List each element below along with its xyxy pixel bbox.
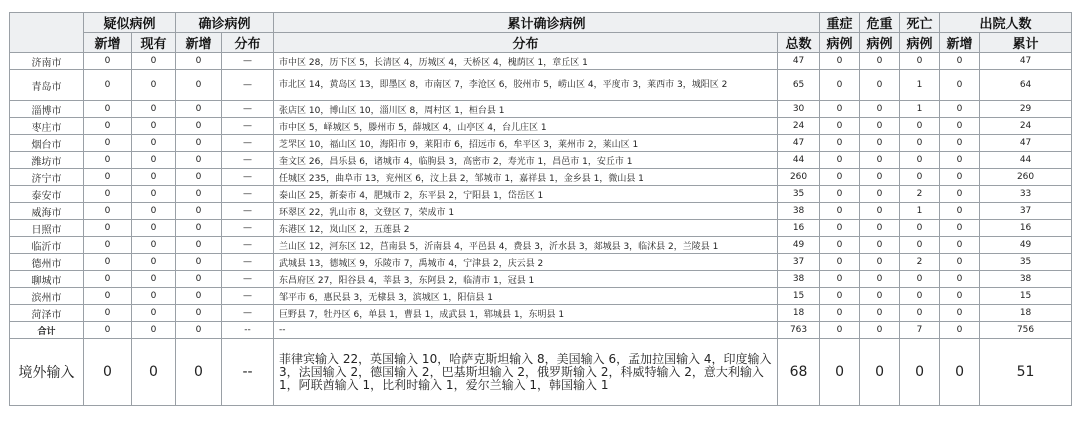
discharged-cumulative: 18 <box>980 305 1072 322</box>
cumulative-distribution: 奎文区 26，昌乐县 6，诸城市 4，临朐县 3，高密市 2，寿光市 1，昌邑市 1，安丘市 1 <box>274 152 778 169</box>
discharged-cumulative: 16 <box>980 220 1072 237</box>
suspected-new: 0 <box>84 237 132 254</box>
city-name: 境外输入 <box>10 339 84 406</box>
discharged-new: 0 <box>940 53 980 70</box>
death-cases: 0 <box>900 288 940 305</box>
table-row <box>10 237 1072 254</box>
suspected-current: 0 <box>132 288 176 305</box>
cumulative-total: 37 <box>778 254 820 271</box>
city-name: 临沂市 <box>10 237 84 254</box>
confirmed-dist: — <box>222 70 274 101</box>
cumulative-total: 763 <box>778 322 820 339</box>
confirmed-new: 0 <box>176 152 222 169</box>
header-severe: 重症 <box>820 13 860 33</box>
death-cases: 0 <box>900 220 940 237</box>
suspected-new: 0 <box>84 339 132 406</box>
cumulative-distribution: 兰山区 12，河东区 12，莒南县 5，沂南县 4，平邑县 4，费县 3，沂水县 3，郯城县 3，临沭县 2，兰陵县 1 <box>274 237 778 254</box>
table-row <box>10 101 1072 118</box>
discharged-cumulative: 38 <box>980 271 1072 288</box>
suspected-current: 0 <box>132 135 176 152</box>
confirmed-dist: — <box>222 254 274 271</box>
city-name: 济宁市 <box>10 169 84 186</box>
severe-cases: 0 <box>820 237 860 254</box>
suspected-current: 0 <box>132 186 176 203</box>
subheader-discharged-cumulative: 累计 <box>980 33 1072 53</box>
suspected-current: 0 <box>132 101 176 118</box>
death-cases: 2 <box>900 254 940 271</box>
confirmed-new: 0 <box>176 237 222 254</box>
cumulative-distribution: 菲律宾输入 22，英国输入 10，哈萨克斯坦输入 8，美国输入 6，孟加拉国输入 4，印度输入 3，法国输入 2，德国输入 2，巴基斯坦输入 2，俄罗斯输入 2，科威特输入 2，意大利输入 1，阿联酋输入 1，比利时输入 1，爱尔兰输入 1，韩国输入 1 <box>274 339 778 406</box>
cumulative-distribution: 任城区 235，曲阜市 13，兖州区 6，汶上县 2，邹城市 1，嘉祥县 1，金乡县 1，微山县 1 <box>274 169 778 186</box>
severe-cases: 0 <box>820 101 860 118</box>
discharged-new: 0 <box>940 237 980 254</box>
discharged-new: 0 <box>940 288 980 305</box>
severe-cases: 0 <box>820 220 860 237</box>
confirmed-new: 0 <box>176 288 222 305</box>
cumulative-distribution: 芝罘区 10，福山区 10，海阳市 9，莱阳市 6，招远市 6，牟平区 3，莱州市 2，莱山区 1 <box>274 135 778 152</box>
table-row <box>10 254 1072 271</box>
city-name: 枣庄市 <box>10 118 84 135</box>
severe-cases: 0 <box>820 203 860 220</box>
suspected-current: 0 <box>132 70 176 101</box>
header-discharged: 出院人数 <box>940 13 1072 33</box>
cumulative-distribution: 武城县 13，德城区 9，乐陵市 7，禹城市 4，宁津县 2，庆云县 2 <box>274 254 778 271</box>
confirmed-new: 0 <box>176 203 222 220</box>
cumulative-total: 49 <box>778 237 820 254</box>
confirmed-new: 0 <box>176 254 222 271</box>
cumulative-distribution: 市中区 5，峄城区 5，滕州市 5，薛城区 4，山亭区 4，台儿庄区 1 <box>274 118 778 135</box>
death-cases: 0 <box>900 169 940 186</box>
overseas-row <box>10 339 1072 406</box>
header-confirmed: 确诊病例 <box>176 13 274 33</box>
suspected-new: 0 <box>84 169 132 186</box>
table-row <box>10 70 1072 101</box>
table-row <box>10 152 1072 169</box>
subheader-total: 总数 <box>778 33 820 53</box>
death-cases: 1 <box>900 101 940 118</box>
suspected-current: 0 <box>132 237 176 254</box>
table-row <box>10 169 1072 186</box>
critical-cases: 0 <box>860 53 900 70</box>
confirmed-new: 0 <box>176 70 222 101</box>
severe-cases: 0 <box>820 288 860 305</box>
table-row <box>10 118 1072 135</box>
cumulative-total: 47 <box>778 135 820 152</box>
subheader-death-case: 病例 <box>900 33 940 53</box>
subheader-confirmed-dist: 分布 <box>222 33 274 53</box>
header-cumulative: 累计确诊病例 <box>274 13 820 33</box>
suspected-new: 0 <box>84 186 132 203</box>
death-cases: 2 <box>900 186 940 203</box>
cumulative-total: 30 <box>778 101 820 118</box>
discharged-cumulative: 15 <box>980 288 1072 305</box>
cumulative-total: 68 <box>778 339 820 406</box>
suspected-new: 0 <box>84 220 132 237</box>
suspected-new: 0 <box>84 203 132 220</box>
suspected-new: 0 <box>84 305 132 322</box>
city-name: 聊城市 <box>10 271 84 288</box>
cumulative-total: 44 <box>778 152 820 169</box>
suspected-current: 0 <box>132 322 176 339</box>
header-death: 死亡 <box>900 13 940 33</box>
critical-cases: 0 <box>860 203 900 220</box>
severe-cases: 0 <box>820 322 860 339</box>
discharged-new: 0 <box>940 271 980 288</box>
suspected-new: 0 <box>84 271 132 288</box>
severe-cases: 0 <box>820 53 860 70</box>
death-cases: 0 <box>900 152 940 169</box>
cumulative-total: 24 <box>778 118 820 135</box>
discharged-cumulative: 35 <box>980 254 1072 271</box>
cumulative-distribution: 东昌府区 27，阳谷县 4，莘县 3，东阿县 2，临清市 1，冠县 1 <box>274 271 778 288</box>
severe-cases: 0 <box>820 152 860 169</box>
cumulative-distribution: 泰山区 25，新泰市 4，肥城市 2，东平县 2，宁阳县 1，岱岳区 1 <box>274 186 778 203</box>
table-row <box>10 271 1072 288</box>
suspected-current: 0 <box>132 118 176 135</box>
discharged-new: 0 <box>940 254 980 271</box>
city-name: 淄博市 <box>10 101 84 118</box>
death-cases: 0 <box>900 118 940 135</box>
cumulative-distribution: 邹平市 6，惠民县 3，无棣县 3，滨城区 1，阳信县 1 <box>274 288 778 305</box>
cumulative-total: 15 <box>778 288 820 305</box>
discharged-new: 0 <box>940 135 980 152</box>
discharged-new: 0 <box>940 322 980 339</box>
suspected-new: 0 <box>84 101 132 118</box>
cumulative-total: 65 <box>778 70 820 101</box>
table-row <box>10 53 1072 70</box>
discharged-cumulative: 24 <box>980 118 1072 135</box>
cumulative-distribution: 市中区 28，历下区 5，长清区 4，历城区 4，天桥区 4，槐荫区 1，章丘区 1 <box>274 53 778 70</box>
discharged-new: 0 <box>940 152 980 169</box>
subheader-suspected-current: 现有 <box>132 33 176 53</box>
critical-cases: 0 <box>860 254 900 271</box>
confirmed-new: 0 <box>176 322 222 339</box>
suspected-new: 0 <box>84 53 132 70</box>
city-name: 济南市 <box>10 53 84 70</box>
city-name: 合计 <box>10 322 84 339</box>
discharged-cumulative: 33 <box>980 186 1072 203</box>
critical-cases: 0 <box>860 237 900 254</box>
death-cases: 0 <box>900 53 940 70</box>
discharged-new: 0 <box>940 101 980 118</box>
critical-cases: 0 <box>860 271 900 288</box>
cumulative-total: 260 <box>778 169 820 186</box>
subheader-cumulative-dist: 分布 <box>274 33 778 53</box>
confirmed-new: 0 <box>176 101 222 118</box>
header-suspected: 疑似病例 <box>84 13 176 33</box>
table-row <box>10 220 1072 237</box>
severe-cases: 0 <box>820 135 860 152</box>
city-name: 日照市 <box>10 220 84 237</box>
confirmed-dist: -- <box>222 339 274 406</box>
death-cases: 0 <box>900 135 940 152</box>
table-body <box>10 53 1072 406</box>
critical-cases: 0 <box>860 186 900 203</box>
subheader-discharged-new: 新增 <box>940 33 980 53</box>
discharged-cumulative: 756 <box>980 322 1072 339</box>
critical-cases: 0 <box>860 169 900 186</box>
discharged-cumulative: 47 <box>980 53 1072 70</box>
discharged-new: 0 <box>940 169 980 186</box>
critical-cases: 0 <box>860 288 900 305</box>
confirmed-new: 0 <box>176 339 222 406</box>
suspected-new: 0 <box>84 70 132 101</box>
critical-cases: 0 <box>860 322 900 339</box>
discharged-cumulative: 29 <box>980 101 1072 118</box>
table-row <box>10 203 1072 220</box>
discharged-cumulative: 49 <box>980 237 1072 254</box>
suspected-current: 0 <box>132 169 176 186</box>
severe-cases: 0 <box>820 169 860 186</box>
death-cases: 0 <box>900 271 940 288</box>
severe-cases: 0 <box>820 271 860 288</box>
confirmed-dist: — <box>222 186 274 203</box>
discharged-new: 0 <box>940 186 980 203</box>
confirmed-new: 0 <box>176 271 222 288</box>
table-header <box>10 13 1072 53</box>
critical-cases: 0 <box>860 152 900 169</box>
confirmed-new: 0 <box>176 135 222 152</box>
city-name: 烟台市 <box>10 135 84 152</box>
subheader-confirmed-new: 新增 <box>176 33 222 53</box>
confirmed-dist: — <box>222 203 274 220</box>
discharged-cumulative: 51 <box>980 339 1072 406</box>
critical-cases: 0 <box>860 339 900 406</box>
covid-case-table <box>9 12 1072 406</box>
suspected-current: 0 <box>132 203 176 220</box>
cumulative-total: 18 <box>778 305 820 322</box>
table-row <box>10 288 1072 305</box>
cumulative-distribution: 东港区 12，岚山区 2，五莲县 2 <box>274 220 778 237</box>
city-name: 威海市 <box>10 203 84 220</box>
suspected-current: 0 <box>132 152 176 169</box>
discharged-cumulative: 64 <box>980 70 1072 101</box>
discharged-new: 0 <box>940 339 980 406</box>
suspected-new: 0 <box>84 152 132 169</box>
critical-cases: 0 <box>860 220 900 237</box>
discharged-new: 0 <box>940 118 980 135</box>
suspected-new: 0 <box>84 288 132 305</box>
severe-cases: 0 <box>820 254 860 271</box>
cumulative-total: 35 <box>778 186 820 203</box>
cumulative-distribution: 巨野县 7，牡丹区 6，单县 1，曹县 1，成武县 1，郓城县 1，东明县 1 <box>274 305 778 322</box>
confirmed-dist: — <box>222 305 274 322</box>
severe-cases: 0 <box>820 118 860 135</box>
city-name: 泰安市 <box>10 186 84 203</box>
confirmed-dist: — <box>222 237 274 254</box>
confirmed-dist: — <box>222 220 274 237</box>
death-cases: 0 <box>900 339 940 406</box>
header-critical: 危重 <box>860 13 900 33</box>
suspected-current: 0 <box>132 254 176 271</box>
confirmed-dist: — <box>222 271 274 288</box>
confirmed-dist: — <box>222 152 274 169</box>
city-name: 滨州市 <box>10 288 84 305</box>
confirmed-dist: -- <box>222 322 274 339</box>
case-table-container <box>9 12 1071 406</box>
subheader-suspected-new: 新增 <box>84 33 132 53</box>
confirmed-new: 0 <box>176 186 222 203</box>
city-name: 潍坊市 <box>10 152 84 169</box>
cumulative-total: 47 <box>778 53 820 70</box>
cumulative-distribution: 环翠区 22，乳山市 8，文登区 7，荣成市 1 <box>274 203 778 220</box>
confirmed-dist: — <box>222 101 274 118</box>
suspected-current: 0 <box>132 53 176 70</box>
discharged-cumulative: 44 <box>980 152 1072 169</box>
suspected-new: 0 <box>84 135 132 152</box>
suspected-new: 0 <box>84 322 132 339</box>
cumulative-total: 16 <box>778 220 820 237</box>
critical-cases: 0 <box>860 70 900 101</box>
suspected-current: 0 <box>132 220 176 237</box>
severe-cases: 0 <box>820 339 860 406</box>
cumulative-total: 38 <box>778 271 820 288</box>
severe-cases: 0 <box>820 305 860 322</box>
total-row <box>10 322 1072 339</box>
death-cases: 0 <box>900 305 940 322</box>
discharged-cumulative: 47 <box>980 135 1072 152</box>
severe-cases: 0 <box>820 186 860 203</box>
subheader-critical-case: 病例 <box>860 33 900 53</box>
city-name: 德州市 <box>10 254 84 271</box>
confirmed-new: 0 <box>176 118 222 135</box>
death-cases: 7 <box>900 322 940 339</box>
discharged-new: 0 <box>940 305 980 322</box>
discharged-cumulative: 260 <box>980 169 1072 186</box>
cumulative-distribution: -- <box>274 322 778 339</box>
confirmed-dist: — <box>222 288 274 305</box>
suspected-current: 0 <box>132 305 176 322</box>
cumulative-distribution: 张店区 10，博山区 10，淄川区 8，周村区 1，桓台县 1 <box>274 101 778 118</box>
city-name: 菏泽市 <box>10 305 84 322</box>
table-row <box>10 305 1072 322</box>
suspected-new: 0 <box>84 118 132 135</box>
death-cases: 1 <box>900 70 940 101</box>
suspected-new: 0 <box>84 254 132 271</box>
discharged-new: 0 <box>940 70 980 101</box>
city-name: 青岛市 <box>10 70 84 101</box>
death-cases: 1 <box>900 203 940 220</box>
discharged-new: 0 <box>940 220 980 237</box>
confirmed-new: 0 <box>176 169 222 186</box>
critical-cases: 0 <box>860 101 900 118</box>
confirmed-new: 0 <box>176 220 222 237</box>
cumulative-distribution: 市北区 14，黄岛区 13，即墨区 8，市南区 7，李沧区 6，胶州市 5，崂山区 4，平度市 3，莱西市 3，城阳区 2 <box>274 70 778 101</box>
critical-cases: 0 <box>860 118 900 135</box>
confirmed-dist: — <box>222 135 274 152</box>
header-city <box>10 13 84 53</box>
confirmed-new: 0 <box>176 53 222 70</box>
suspected-current: 0 <box>132 339 176 406</box>
confirmed-new: 0 <box>176 305 222 322</box>
critical-cases: 0 <box>860 305 900 322</box>
table-row <box>10 135 1072 152</box>
table-row <box>10 186 1072 203</box>
suspected-current: 0 <box>132 271 176 288</box>
confirmed-dist: — <box>222 53 274 70</box>
subheader-severe-case: 病例 <box>820 33 860 53</box>
confirmed-dist: — <box>222 118 274 135</box>
cumulative-total: 38 <box>778 203 820 220</box>
death-cases: 0 <box>900 237 940 254</box>
confirmed-dist: — <box>222 169 274 186</box>
critical-cases: 0 <box>860 135 900 152</box>
severe-cases: 0 <box>820 70 860 101</box>
discharged-cumulative: 37 <box>980 203 1072 220</box>
discharged-new: 0 <box>940 203 980 220</box>
